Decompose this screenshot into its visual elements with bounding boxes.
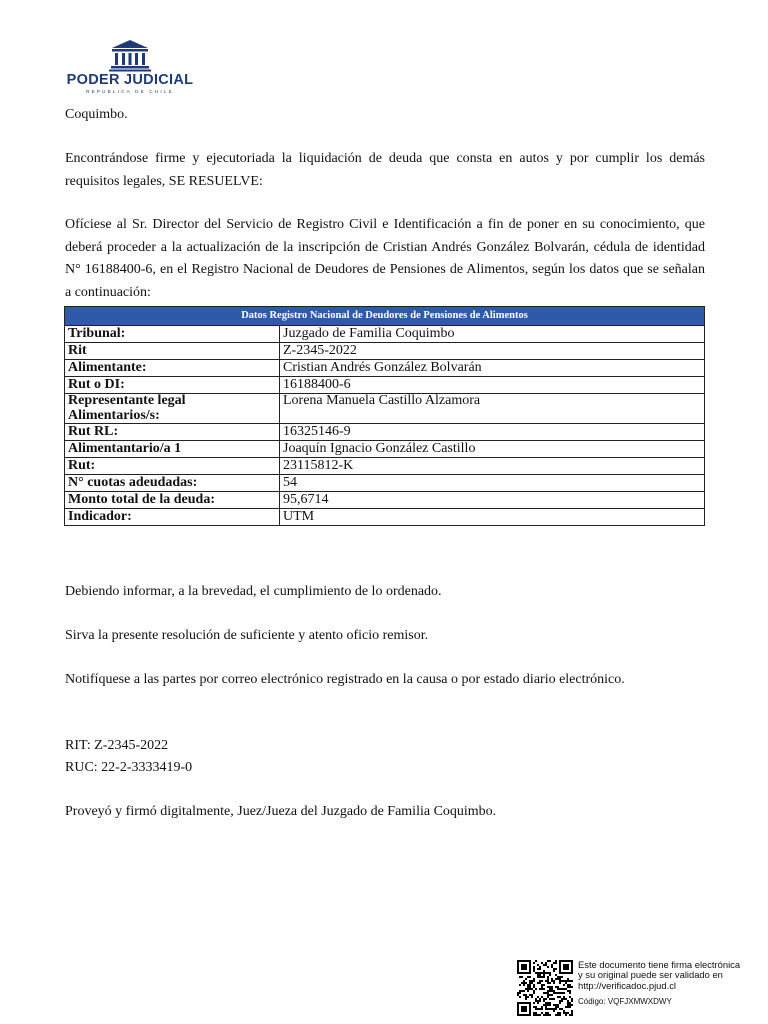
row-label: Alimentantario/a 1 <box>65 441 280 458</box>
table-row <box>65 458 705 475</box>
poder-judicial-logo <box>65 38 195 96</box>
row-value: Juzgado de Familia Coquimbo <box>280 326 705 343</box>
row-value: 23115812-K <box>280 458 705 475</box>
verification-line-2: y su original puede ser validado en <box>578 969 723 981</box>
logo-title: PODER JUDICIAL <box>66 72 194 88</box>
table-row <box>65 343 705 360</box>
row-label: Tribunal: <box>65 326 280 343</box>
table-header: Datos Registro Nacional de Deudores de Pensiones de Alimentos <box>65 307 705 326</box>
verification-line-1: Este documento tiene firma electrónica <box>578 959 741 970</box>
row-value: Joaquín Ignacio González Castillo <box>280 441 705 458</box>
row-label: Representante legal Alimentarios/s: <box>65 394 280 424</box>
city-line: Coquimbo. <box>65 107 128 122</box>
courthouse-icon <box>65 38 195 72</box>
verification-code: Código: VQFJXMWXDWY <box>578 997 672 1007</box>
paragraph-oficio: Ofíciese al Sr. Director del Servicio de Registro Civil e Identificación a fin de poner en su conocimiento, que deberá proceder a la actualización de la inscripción de Cristian Andrés González Bolvarán, cédula de identidad N° 16188400-6, en el Registro Nacional de Deudores de Pensiones de Alimentos, según los datos que se señalan a continuación: <box>65 217 705 300</box>
row-label: Rut o DI: <box>65 377 280 394</box>
registry-table <box>64 306 705 526</box>
table-row <box>65 326 705 343</box>
table-row <box>65 424 705 441</box>
row-label: Alimentante: <box>65 360 280 377</box>
logo-subtitle: REPÚBLICA DE CHILE <box>86 89 174 94</box>
table-row <box>65 394 705 424</box>
row-label: N° cuotas adeudadas: <box>65 475 280 492</box>
row-value: Lorena Manuela Castillo Alzamora <box>280 394 705 424</box>
table-row <box>65 377 705 394</box>
paragraph-inform: Debiendo informar, a la brevedad, el cumplimiento de lo ordenado. <box>65 584 442 599</box>
row-label: Rut RL: <box>65 424 280 441</box>
paragraph-notify: Notifíquese a las partes por correo electrónico registrado en la causa o por estado diario electrónico. <box>65 672 625 687</box>
paragraph-oficio-remisor: Sirva la presente resolución de suficiente y atento oficio remisor. <box>65 628 429 643</box>
row-label: Rit <box>65 343 280 360</box>
row-value: 16325146-9 <box>280 424 705 441</box>
table-row <box>65 360 705 377</box>
table-row <box>65 441 705 458</box>
row-label: Rut: <box>65 458 280 475</box>
paragraph-resolve: Encontrándose firme y ejecutoriada la liquidación de deuda que consta en autos y por cumplir los demás requisitos legales, SE RESUELVE: <box>65 151 705 189</box>
row-value: UTM <box>280 509 705 526</box>
signature-line: Proveyó y firmó digitalmente, Juez/Jueza del Juzgado de Familia Coquimbo. <box>65 804 497 819</box>
row-label: Monto total de la deuda: <box>65 492 280 509</box>
qr-code-icon <box>517 960 573 1016</box>
row-value: Cristian Andrés González Bolvarán <box>280 360 705 377</box>
rit-line: RIT: Z-2345-2022 <box>65 738 169 753</box>
table-row <box>65 475 705 492</box>
row-value: 54 <box>280 475 705 492</box>
verification-note <box>578 960 756 1008</box>
row-label: Indicador: <box>65 509 280 526</box>
verification-url[interactable]: http://verificadoc.pjud.cl <box>578 979 676 991</box>
table-row <box>65 492 705 509</box>
row-value: 95,6714 <box>280 492 705 509</box>
ruc-line: RUC: 22-2-3333419-0 <box>65 760 193 775</box>
table-row <box>65 509 705 526</box>
row-value: Z-2345-2022 <box>280 343 705 360</box>
row-value: 16188400-6 <box>280 377 705 394</box>
